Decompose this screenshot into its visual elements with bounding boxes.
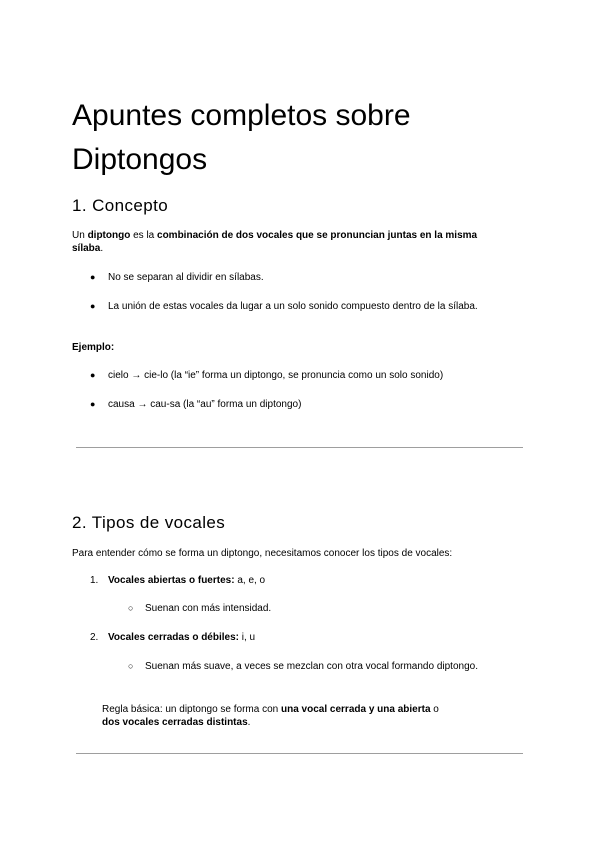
text-run: Un [72,230,88,241]
rule-line-1 [102,703,522,716]
text-run: o [430,704,439,715]
section-heading-concepto: 1. Concepto [72,196,169,215]
bold-definition: combinación de dos vocales que se pronuncian juntas en la misma [157,230,478,241]
bullet-icon: ● [90,370,96,380]
sub-bullet-icon: ○ [128,661,134,671]
rule-line-2 [102,716,522,729]
text-run: . [247,717,251,728]
list-number: 2. [90,632,99,643]
example-label: Ejemplo: [72,342,115,353]
sub-list-item: Suenan con más intensidad. [145,603,272,614]
concept-line-2 [72,242,532,255]
text-run: . [100,243,104,254]
bullet-icon: ● [90,399,96,409]
text-run: es la [130,230,158,241]
text-run: Regla básica: un diptongo se forma con [102,704,281,715]
example-item: cielo → cie-lo (la “ie” forma un diptongo, se pronuncia como un solo sonido) [108,370,444,381]
list-item [108,631,255,644]
concept-line-1 [72,229,532,242]
sub-bullet-icon: ○ [128,603,134,613]
vowel-type-label: Vocales cerradas o débiles: [108,632,239,643]
bullet-icon: ● [90,301,96,311]
vowel-list: a, e, o [234,575,266,586]
vowel-list: i, u [239,632,256,643]
page-title: Apuntes completos sobre Diptongos [72,99,411,176]
example-item: causa → cau-sa (la “au” forma un diptongo) [108,399,302,410]
bullet-icon: ● [90,272,96,282]
rule-note [102,703,522,729]
bold-definition-end: sílaba [72,243,101,254]
list-number: 1. [90,575,99,586]
list-item: No se separan al dividir en sílabas. [108,272,264,283]
horizontal-divider [76,447,523,448]
concept-paragraph [72,229,532,255]
bold-term-diptongo: diptongo [87,230,131,241]
types-intro: Para entender cómo se forma un diptongo, necesitamos conocer los tipos de vocales: [72,548,453,559]
bold-rule-part: una vocal cerrada y una abierta [281,704,431,715]
horizontal-divider [76,753,523,754]
bold-rule-part: dos vocales cerradas distintas [102,717,248,728]
sub-list-item: Suenan más suave, a veces se mezclan con otra vocal formando diptongo. [145,661,478,672]
section-heading-tipos: 2. Tipos de vocales [72,513,226,532]
vowel-type-label: Vocales abiertas o fuertes: [108,575,235,586]
list-item [108,574,265,587]
list-item: La unión de estas vocales da lugar a un solo sonido compuesto dentro de la sílaba. [108,301,478,312]
